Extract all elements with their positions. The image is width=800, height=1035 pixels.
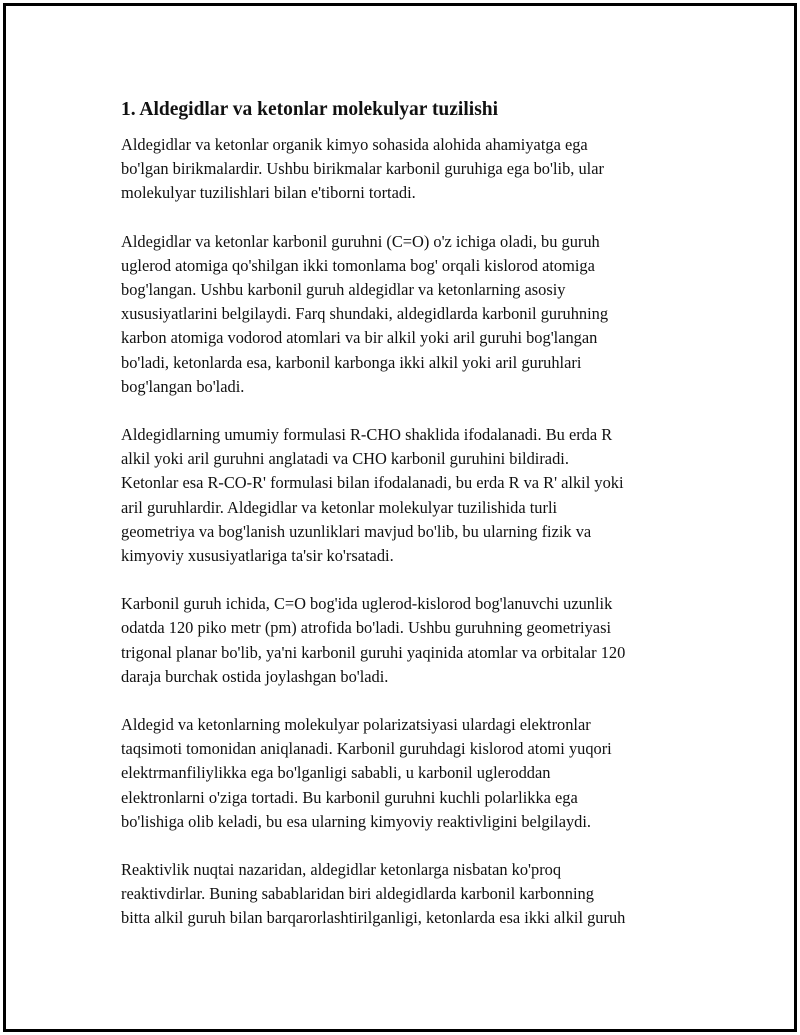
- paragraph-polarization: [121, 713, 701, 834]
- text-line: molekulyar tuzilishlari bilan e'tiborni tortadi.: [121, 183, 416, 203]
- text-line: karbon atomiga vodorod atomlari va bir alkil yoki aril guruhi bog'langan: [121, 328, 598, 348]
- text-line: bog'langan bo'ladi.: [121, 376, 245, 396]
- document-body: [121, 97, 701, 955]
- text-line: bo'lgan birikmalardir. Ushbu birikmalar karbonil guruhiga ega bo'lib, ular: [121, 159, 604, 179]
- text-line: bog'langan. Ushbu karbonil guruh aldegidlar va ketonlarning asosiy: [121, 280, 566, 300]
- text-line: Aldegidlar va ketonlar karbonil guruhni (C=O) o'z ichiga oladi, bu guruh: [121, 231, 600, 251]
- text-line: bo'lishiga olib keladi, bu esa ularning kimyoviy reaktivligini belgilaydi.: [121, 811, 592, 831]
- page-frame: [3, 3, 797, 1032]
- text-line: Aldegidlar va ketonlar organik kimyo sohasida alohida ahamiyatga ega: [121, 135, 588, 154]
- paragraph-reactivity: [121, 858, 701, 931]
- text-line: Karbonil guruh ichida, C=O bog'ida uglerod-kislorod bog'lanuvchi uzunlik: [121, 594, 613, 614]
- paragraph-carbonyl-group: [121, 230, 701, 399]
- text-line: reaktivdirlar. Buning sabablaridan biri aldegidlarda karbonil karbonning: [121, 884, 594, 904]
- text-line: geometriya va bog'lanish uzunliklari mavjud bo'lib, bu ularning fizik va: [121, 521, 592, 541]
- paragraph-intro: [121, 133, 701, 206]
- text-line: odatda 120 piko metr (pm) atrofida bo'ladi. Ushbu guruhning geometriyasi: [121, 618, 612, 638]
- text-line: kimyoviy xususiyatlariga ta'sir ko'rsatadi.: [121, 546, 394, 566]
- text-line: aril guruhlardir. Aldegidlar va ketonlar molekulyar tuzilishida turli: [121, 497, 558, 517]
- text-line: uglerod atomiga qo'shilgan ikki tomonlama bog' orqali kislorod atomiga: [121, 255, 595, 275]
- text-line: bitta alkil guruh bilan barqarorlashtirilganligi, ketonlarda esa ikki alkil guruh: [121, 908, 626, 928]
- text-line: taqsimoti tomonidan aniqlanadi. Karbonil guruhdagi kislorod atomi yuqori: [121, 739, 612, 759]
- text-line: daraja burchak ostida joylashgan bo'ladi.: [121, 666, 389, 686]
- text-line: Reaktivlik nuqtai nazaridan, aldegidlar ketonlarga nisbatan ko'proq: [121, 860, 562, 880]
- text-line: Ketonlar esa R-CO-R' formulasi bilan ifodalanadi, bu erda R va R' alkil yoki: [121, 473, 624, 493]
- page-title: 1. Aldegidlar va ketonlar molekulyar tuzilishi: [121, 99, 499, 120]
- text-line: Aldegid va ketonlarning molekulyar polarizatsiyasi ulardagi elektronlar: [121, 715, 591, 735]
- paragraph-bond-geometry: [121, 592, 701, 689]
- text-line: elektronlarni o'ziga tortadi. Bu karbonil guruhni kuchli polarlikka ega: [121, 787, 578, 807]
- text-line: bo'ladi, ketonlarda esa, karbonil karbonga ikki alkil yoki aril guruhlari: [121, 352, 582, 372]
- text-line: trigonal planar bo'lib, ya'ni karbonil guruhi yaqinida atomlar va orbitalar 120: [121, 642, 626, 662]
- text-line: Aldegidlarning umumiy formulasi R-CHO shaklida ifodalanadi. Bu erda R: [121, 425, 613, 445]
- text-line: elektrmanfiliylikka ega bo'lganligi sababli, u karbonil ugleroddan: [121, 763, 551, 783]
- paragraph-general-formula: [121, 423, 701, 568]
- text-line: xususiyatlarini belgilaydi. Farq shundaki, aldegidlarda karbonil guruhning: [121, 304, 609, 324]
- text-line: alkil yoki aril guruhni anglatadi va CHO karbonil guruhini bildiradi.: [121, 449, 569, 469]
